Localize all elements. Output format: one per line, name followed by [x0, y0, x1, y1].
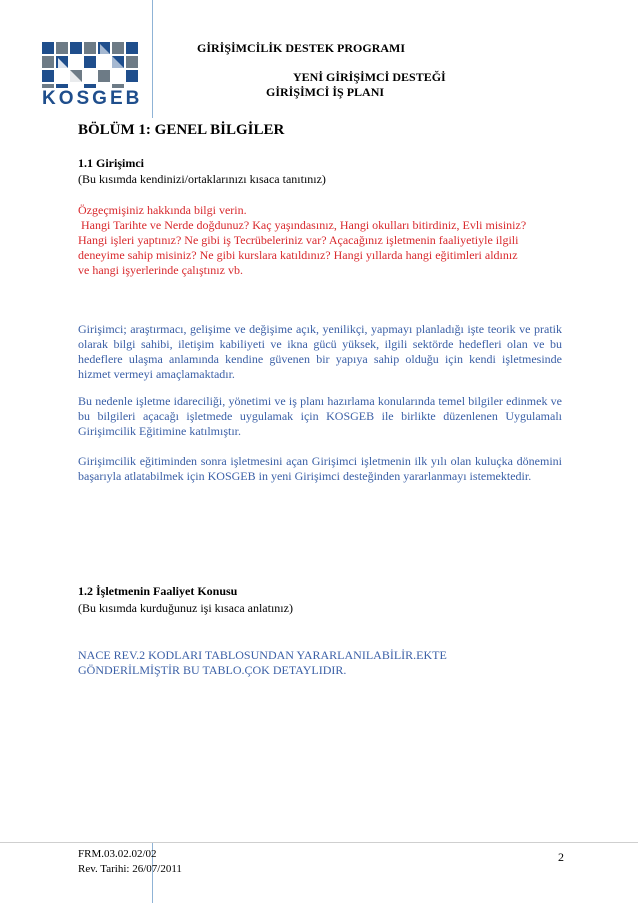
subsection-2-title: 1.2 İşletmenin Faaliyet Konusu: [78, 584, 238, 598]
instruction-line: deneyime sahip misiniz? Ne gibi kurslara katıldınız? Hangi yıllarda hangi eğitimleri aldınız: [78, 248, 518, 262]
instruction-line: Hangi Tarihte ve Nerde doğdunuz? Kaç yaşındasınız, Hangi okulları bitirdiniz, Evli misiniz?: [78, 218, 527, 232]
instruction-line: Hangi işleri yaptınız? Ne gibi iş Tecrübeleriniz var? Açacağınız işletmenin faaliyetiyle ilgili: [78, 233, 519, 247]
paragraph: Girişimcilik eğitiminden sonra işletmesini açan Girişimci işletmenin ilk yılı olan kuluçka dönemini başarıyla atlatabilmek için KOSGEB in yeni Girişimci desteğinden yararlanmayı istemektedir.: [78, 454, 562, 483]
page-number: 2: [558, 850, 564, 864]
nace-note: [78, 648, 562, 678]
section-title: BÖLÜM 1: GENEL BİLGİLER: [78, 122, 285, 138]
nace-line: GÖNDERİLMİŞTİR BU TABLO.ÇOK DETAYLIDIR.: [78, 663, 347, 677]
form-code: FRM.03.02.02/02: [78, 848, 157, 860]
support-title: YENİ GİRİŞİMCİ DESTEĞİ: [293, 70, 446, 84]
nace-line: NACE REV.2 KODLARI TABLOSUNDAN YARARLANILABİLİR.EKTE: [78, 648, 447, 662]
subsection-1-title: 1.1 Girişimci: [78, 156, 144, 170]
revision-date: Rev. Tarihi: 26/07/2011: [78, 863, 182, 875]
paragraph: Bu nedenle işletme idareciliği, yönetimi ve iş planı hazırlama konularında temel bilgiler edinmek ve bu bilgileri açacağı işletmede uygulamak için KOSGEB ile birlikte düzenlenen Uygulamalı Girişimcilik Eğitimine katılmıştır.: [78, 394, 562, 438]
subsection-2-note: (Bu kısımda kurduğunuz işi kısaca anlatınız): [78, 601, 293, 615]
instruction-line: ve hangi işyerlerinde çalıştınız vb.: [78, 263, 243, 277]
logo-text: KOSGEB: [42, 88, 143, 109]
instruction-line: Özgeçmişiniz hakkında bilgi verin.: [78, 203, 247, 217]
header-divider-line: [152, 0, 153, 118]
subsection-1-note: (Bu kısımda kendinizi/ortaklarınızı kısaca tanıtınız): [78, 172, 326, 186]
paragraph: Girişimci; araştırmacı, gelişime ve değişime açık, yenilikçi, yapmayı planladığı işte teorik ve pratik olarak bilgi sahibi, iletişim kabiliyeti ve ikna gücü yüksek, ilgili sektörde hedefleri olan ve bu hedeflere ulaşma anlamında kendine güvenen bir yapıya sahip olduğu için kendi işletmesinde hizmet vermeyi amaçlamaktadır.: [78, 322, 562, 381]
instruction-text: [78, 203, 563, 278]
program-title: GİRİŞİMCİLİK DESTEK PROGRAMI: [197, 41, 406, 55]
plan-title: GİRİŞİMCİ İŞ PLANI: [266, 85, 385, 99]
footer-rule: [0, 842, 638, 843]
